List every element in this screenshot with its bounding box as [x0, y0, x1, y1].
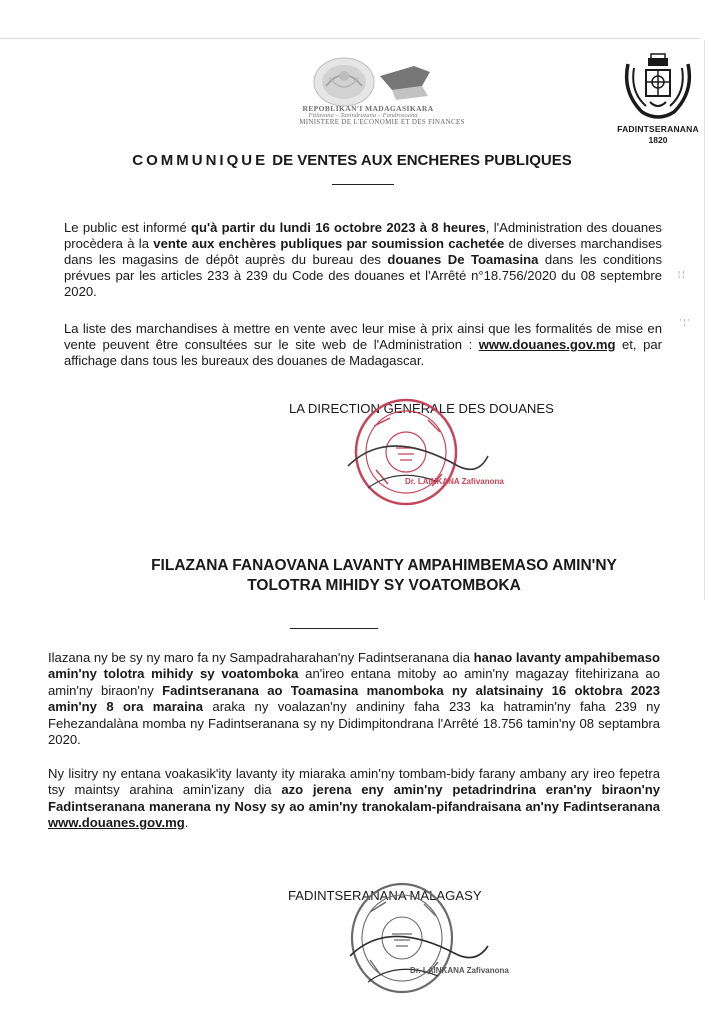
- official-stamp-icon: [324, 874, 504, 1006]
- french-title: [0, 152, 704, 169]
- french-title-rest: DE VENTES AUX ENCHERES PUBLIQUES: [268, 152, 572, 169]
- customs-logo-name: FADINTSERANANA: [617, 124, 699, 134]
- scan-speck: ¦ ¦: [678, 270, 685, 279]
- french-title-spaced: COMMUNIQUE: [132, 152, 269, 169]
- text-run: dans les conditions prévues par les articles 233 à 239 du Code des douanes et l'Arrêté n°18.756/2020 du 08 septembre 2020.: [64, 252, 662, 299]
- text-bold: qu'à partir du lundi 16 octobre 2023 à 8 heures: [191, 220, 486, 235]
- french-signatory: LA DIRECTION GENERALE DES DOUANES: [289, 401, 554, 416]
- text-run: .: [184, 815, 189, 831]
- customs-emblem-icon: [620, 52, 696, 124]
- text-run: de diverses marchandises dans les magasins de dépôt auprès du bureau des: [64, 236, 662, 267]
- title-underline: [332, 184, 394, 185]
- malagasy-paragraph-1: [48, 650, 660, 748]
- text-bold: azo jerena eny amin'ny petadrindrina eran'ny biraon'ny Fadintseranana manerana ny Nosy sy ao amin'ny tranokalam-pifandraisana an'ny Fadintseranana: [48, 782, 660, 814]
- top-divider: [0, 38, 700, 39]
- text-run: La liste des marchandises à mettre en vente avec leur mise à prix ainsi que les formalités de mise en vente peuvent être consultées sur le site web de l'Administration :: [64, 321, 662, 352]
- republic-seal-icon: [296, 56, 446, 108]
- text-bold: douanes De Toamasina: [387, 252, 539, 267]
- website-link[interactable]: www.douanes.gov.mg: [48, 815, 185, 831]
- stamp-signer-name: Dr. LAINKANA Zafivanona: [405, 477, 504, 486]
- website-link[interactable]: www.douanes.gov.mg: [478, 337, 616, 352]
- text-run: araka ny voalazan'ny andininy faha 233 ka hatramin'ny faha 239 ny Fehezandalàna momba ny Fadintseranana sy ny Didimpitondrana l'Arrêté 18.756 tamin'ny 08 septambra 2020.: [48, 699, 660, 748]
- national-motto: Fitiavana – Tanindrazana – Fandrosoana: [308, 112, 418, 119]
- malagasy-signatory: FADINTSERANANA MALAGASY: [288, 888, 482, 903]
- french-paragraph-1: [64, 220, 662, 300]
- malagasy-title-line-2: TOLOTRA MIHIDY SY VOATOMBOKA: [247, 577, 521, 594]
- title-underline: [290, 628, 378, 629]
- official-stamp-icon: [328, 396, 508, 516]
- text-run: Ilazana ny be sy ny maro fa ny Sampadraharahan'ny Fadintseranana dia: [48, 650, 474, 665]
- text-run: et, par affichage dans tous les bureaux des douanes de Madagascar.: [64, 337, 662, 368]
- text-run: Le public est informé: [64, 220, 191, 235]
- text-run: an'ireo entana mitoby ao amin'ny magazay fitehirizana ao amin'ny biraon'ny: [48, 666, 661, 698]
- french-paragraph-2: [64, 321, 662, 369]
- malagasy-paragraph-2: [48, 766, 660, 832]
- text-run: , l'Administration des douanes procèdera à la: [64, 220, 662, 251]
- text-bold: hanao lavanty ampahibemaso amin'ny tolotra mihidy sy voatomboka: [48, 650, 660, 682]
- republic-name: REPOBLIKAN'I MADAGASIKARA: [302, 104, 434, 113]
- stamp-signer-name: Dr. LAINKANA Zafivanona: [410, 966, 509, 975]
- text-bold: Fadintseranana ao Toamasina manomboka ny alatsinainy 16 oktobra 2023 amin'ny 8 ora maraina: [48, 682, 660, 715]
- ministry-name: MINISTERE DE L'ECONOMIE ET DES FINANCES: [299, 118, 465, 126]
- scan-speck: ' ¦ ': [680, 318, 690, 327]
- text-bold: vente aux enchères publiques par soumission cachetée: [153, 236, 505, 251]
- malagasy-title-line-1: FILAZANA FANAOVANA LAVANTY AMPAHIMBEMASO AMIN'NY: [151, 557, 617, 574]
- text-run: Ny lisitry ny entana voakasik'ity lavanty ity miaraka amin'ny tombam-bidy farany ambany ary ireo fepetra tsy maintsy arahina amin'izany dia: [48, 766, 660, 798]
- customs-logo-year: 1820: [648, 135, 668, 145]
